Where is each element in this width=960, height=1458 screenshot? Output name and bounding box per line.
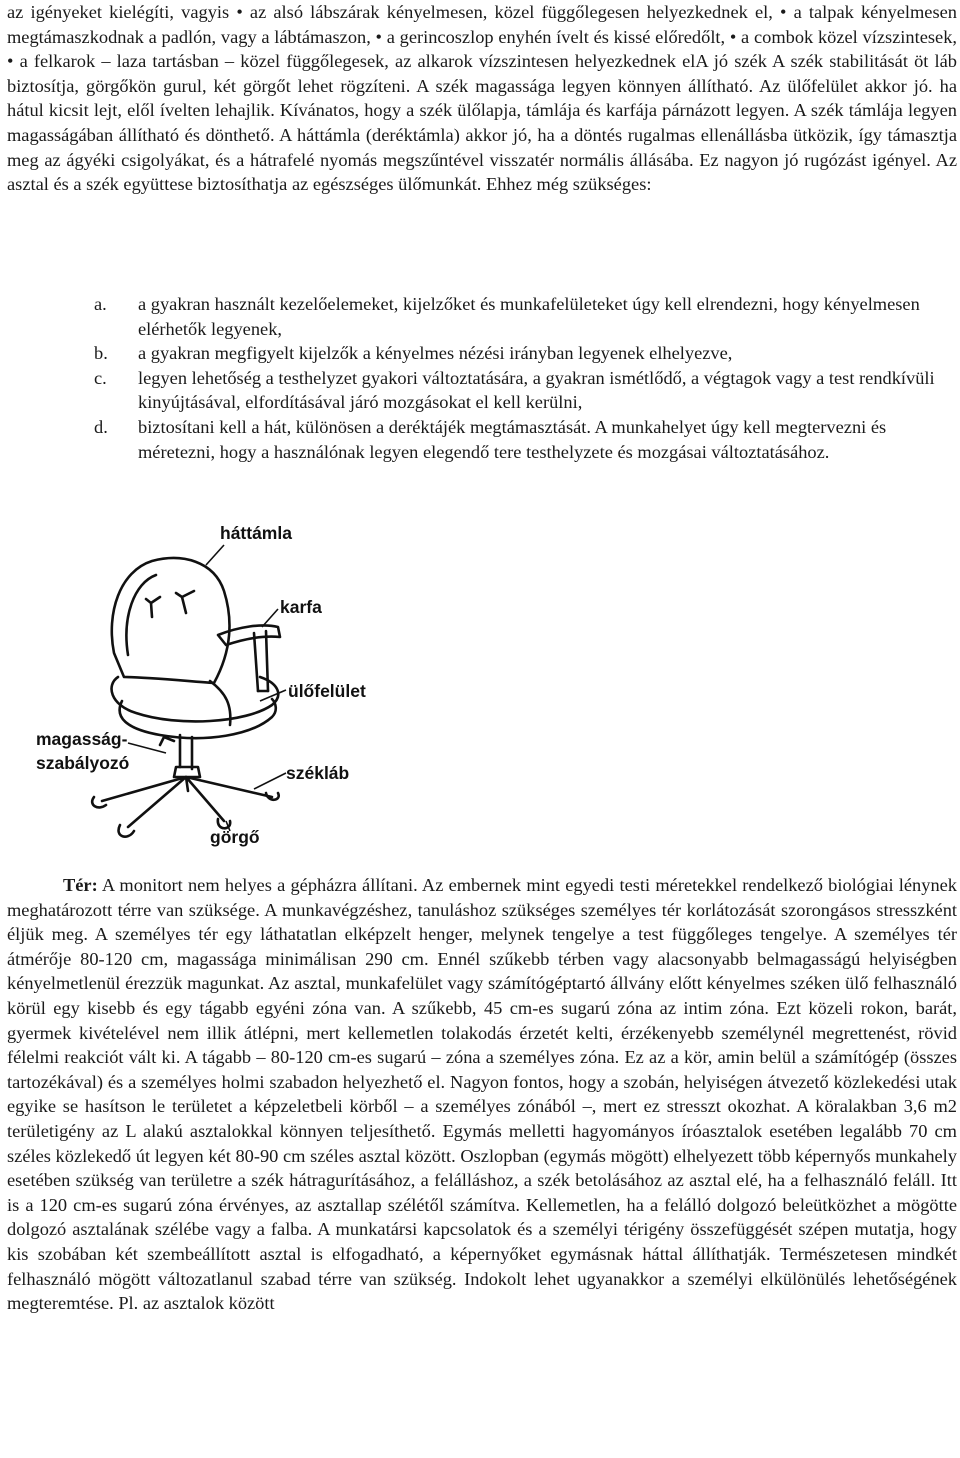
requirement-item [94, 341, 956, 366]
requirement-marker: a. [94, 294, 107, 314]
backrest-shape [112, 558, 230, 683]
requirement-text: legyen lehetőség a testhelyzet gyakori változtatására, a gyakran ismétlődő, a végtagok vagy a test rendkívüli kinyújtásával, elfordításával járó mozgásokat el kell kerülni, [138, 367, 935, 413]
office-chair-drawing [10, 505, 510, 860]
office-chair-figure [10, 505, 510, 860]
requirement-item [94, 415, 956, 464]
figure-label-seat: ülőfelület [288, 681, 366, 701]
figure-label-caster: görgő [210, 827, 260, 847]
figure-label-armrest: karfa [280, 597, 322, 617]
requirement-marker: b. [94, 343, 108, 364]
height-adjuster-shape [180, 735, 192, 769]
requirement-item [94, 292, 956, 341]
requirements-list [94, 292, 956, 464]
requirement-text: a gyakran használt kezelőelemeket, kijelzőket és munkafelületeket úgy kell elrendezni, hogy kényelmesen elérhetők legyenek, [138, 294, 920, 339]
figure-label-height-adjuster-line1: magasság- [36, 729, 128, 749]
requirement-text: a gyakran megfigyelt kijelzők a kényelmes nézési irányban legyenek elhelyezve, [138, 343, 733, 364]
space-section-heading: Tér: [63, 875, 98, 895]
requirement-marker: c. [94, 367, 107, 388]
figure-label-base: székláb [286, 763, 350, 783]
space-section-text: A monitort nem helyes a gépházra állítani. Az embernek mint egyedi testi méretekkel rendelkező biológiai lénynek meghatározott térre van szüksége. A munkavégzéshez, tanuláshoz szükséges személyes tér korlátozását szorongásos stresszként éljük meg. A személyes tér egy láthatatlan elképzelt henger, melynek tengelye a test függőleges tengelye. A személyes tér átmérője 80-120 cm, magassága minimálisan 290 cm. Ennél szűkebb térben vagy alacsonyabb belmagasságú helyiségben kényelmetlenül érezzük magunkat. Az asztal, munkafelület vagy számítógéptartó állvány előtt kényelmes széken ülő felhasználó körül egy kisebb és egy tágabb egyéni zóna van. A szűkebb, 45 cm-es sugarú zóna az intim zóna. Ezt közeli rokon, barát, gyermek kivételével nem illik átlépni, mert kellemetlen tolakodás érzetét kelti, érzékenyebb személynél megrettenést, rövid félelmi reakciót vált ki. A tágabb – 80-120 cm-es sugarú – zóna a személyes zóna. Ez az a kör, amin belül a számítógép (összes tartozékával) és a személyes holmi szabadon helyezhető el. Nagyon fontos, hogy a szobán, helyiségen átvezető közlekedési utak egyike se hasítson le területet a képzeletbeli körből – a személyes zónából –, mert ez stresszt okozhat. A köralakban 3,6 m2 területigény az L alakú asztalokkal könnyen teljesíthető. Egymás melletti hagyományos íróasztalok esetében legalább 70 cm széles közlekedő út legyen két 80-90 cm széles asztal között. Oszlopban (egymás mögött) elhelyezett több képernyős munkahely esetében szükség van területre a szék hátragurításához, a felálláshoz, a szék betolásához az asztal elé, ha a felhasználó feláll. Itt is a 120 cm-es sugarú zóna érvényes, az asztallap szélétől számítva. Kellemetlen, ha a felálló dolgozó beleütközhet a mögötte dolgozó asztalának szélébe vagy a falba. A munkatársi kapcsolatok és a személyi térigény összefüggését szépen mutatja, hogy kis szobában két szembeállított asztal is elfogadható, a képernyőket egymásnak háttal állíthatják. Természetesen mindkét felhasználó mögött változatlanul szabad térre van szükség. Indokolt lehet ugyanakkor a személyi elkülönülés lehetőségének megteremtése. Pl. az asztalok között [7, 875, 957, 1314]
figure-label-backrest: háttámla [220, 523, 292, 543]
requirement-text: biztosítani kell a hát, különösen a deréktájék megtámasztását. A munkahelyet úgy kell megtervezni és méretezni, hogy a használónak legyen elegendő tere testhelyzete és mozgásai változtatásához. [138, 416, 887, 462]
requirement-item [94, 366, 956, 415]
intro-paragraph: az igényeket kielégíti, vagyis • az alsó lábszárak kényelmesen, közel függőlegesen helyezkednek el, • a talpak kényelmesen megtámaszkodnak a padlón, vagy a lábtámaszon, • a gerincoszlop enyhén ívelt és kissé előredőlt, • a combok közel vízszintesek, • a felkarok – laza tartásban – közel függőlegesek, az alkarok vízszintesen helyezkednek elA jó szék A szék stabilitását öt láb biztosítja, görgőkön gurul, két görgőt lehet rögzíteni. A szék magassága legyen könnyen állítható. Az ülőfelület akkor jó. ha hátul kicsit lejt, elől ívelten lehajlik. Kívánatos, hogy a szék ülőlapja, támlája és karfája párnázott legyen. A szék támlája legyen magasságában állítható és dönthető. A háttámla (deréktámla) akkor jó, ha a döntés rugalmas ellenállásba ütközik, így támasztja meg az ágyéki csigolyákat, és a hátrafelé nyomás megszűntével visszatér normális állásába. Ez nagyon jó rugózást igényel. Az asztal és a szék együttese biztosíthatja az egészséges ülőmunkát. Ehhez még szükséges: [7, 2, 957, 195]
space-section-paragraph [7, 873, 957, 1316]
requirement-marker: d. [94, 416, 108, 437]
seat-shape [112, 677, 279, 721]
base-shape [102, 777, 272, 827]
figure-label-height-adjuster-line2: szabályozó [36, 753, 130, 773]
